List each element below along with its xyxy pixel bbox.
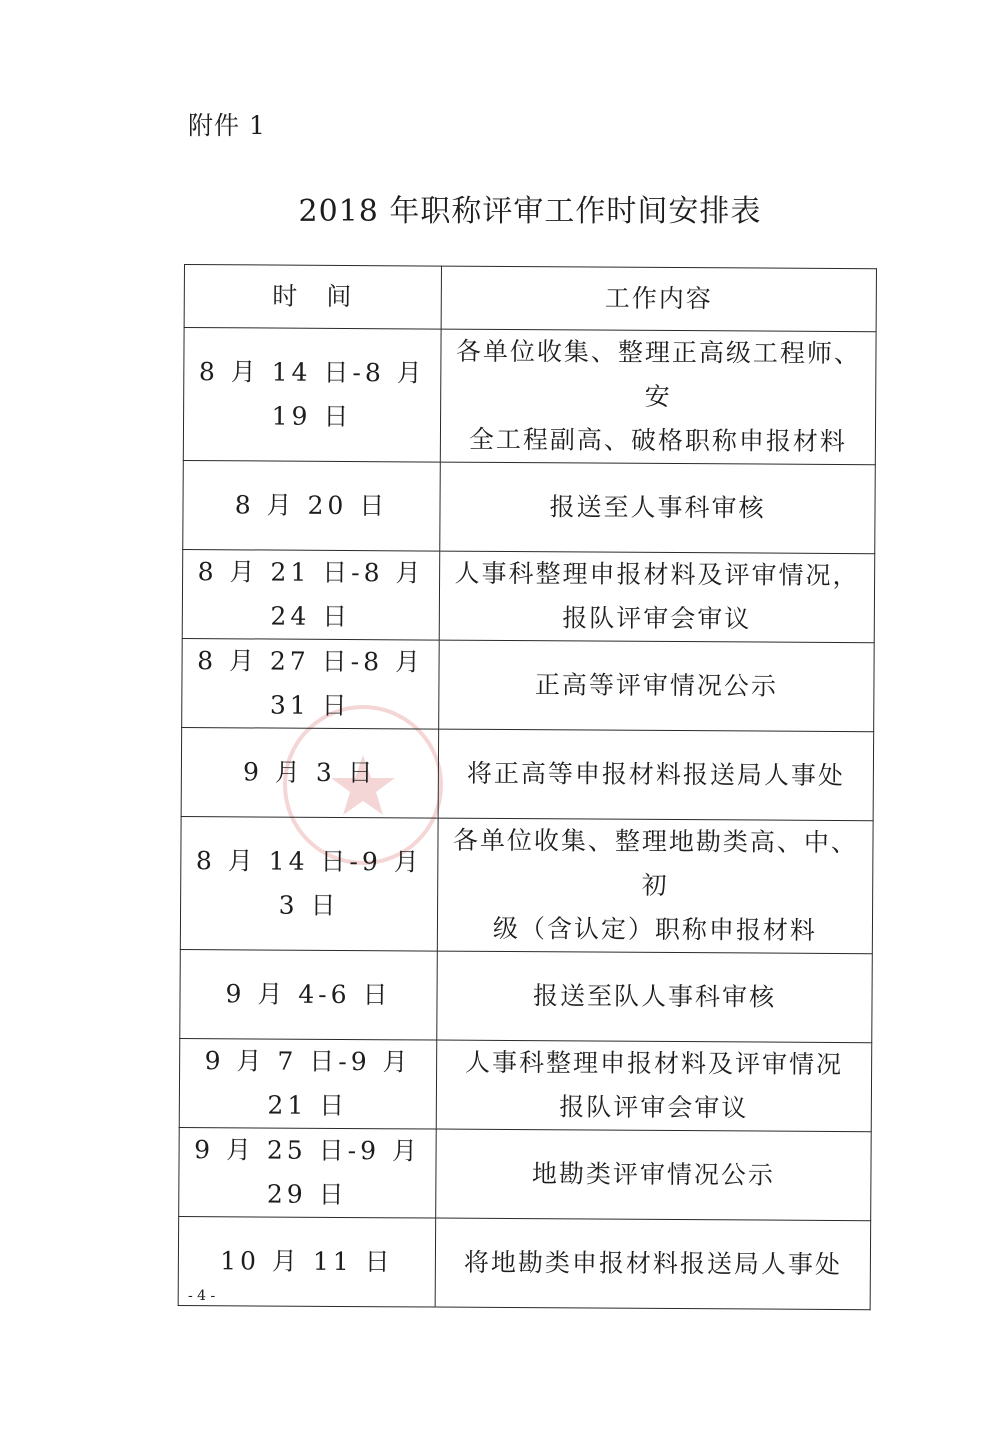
table-row	[180, 949, 873, 1042]
work-line: 报送至人事科审核	[549, 492, 766, 523]
header-time: 时 间	[184, 265, 441, 330]
work-cell	[437, 818, 873, 954]
work-cell	[437, 951, 873, 1043]
work-line: 全工程副高、破格职称申报材料	[468, 424, 848, 457]
time-cell: 8 月 20 日	[183, 460, 441, 551]
work-cell	[439, 640, 875, 732]
table-row	[183, 328, 876, 465]
table-row	[179, 1127, 872, 1220]
work-cell	[440, 462, 876, 554]
work-line: 报队评审会审议	[559, 1092, 749, 1123]
work-line: 人事科整理申报材料及评审情况	[465, 1047, 844, 1080]
work-cell	[438, 729, 874, 821]
table-row	[183, 460, 876, 553]
work-line: 报送至队人事科审核	[532, 981, 777, 1012]
work-line: 各单位收集、整理地勘类高、中、初	[452, 825, 859, 900]
work-cell	[440, 329, 876, 465]
work-line: 报队评审会审议	[562, 603, 752, 634]
table-row	[180, 816, 873, 953]
work-line: 人事科整理申报材料及评审情况，	[454, 558, 860, 591]
work-line: 级（含认定）职称申报材料	[492, 913, 818, 945]
work-line: 正高等评审情况公示	[534, 670, 779, 701]
work-cell	[439, 551, 875, 643]
table-row	[179, 1038, 872, 1131]
time-cell: 10 月 11 日	[178, 1216, 436, 1307]
time-cell: 9 月 7 日-9 月 21 日	[179, 1038, 437, 1129]
work-line: 各单位收集、整理正高级工程师、安	[455, 336, 862, 411]
work-cell	[436, 1129, 872, 1221]
header-work: 工作内容	[441, 266, 876, 332]
time-cell: 8 月 21 日-8 月 24 日	[182, 549, 440, 640]
attachment-label: 附件 1	[188, 111, 266, 140]
work-cell	[436, 1040, 872, 1132]
schedule-rows	[178, 328, 876, 1310]
time-cell: 8 月 14 日-9 月 3 日	[180, 816, 438, 951]
time-cell: 9 月 3 日	[181, 727, 439, 818]
page-title: 2018 年职称评审工作时间安排表	[298, 194, 762, 229]
work-line: 将地勘类申报材料报送局人事处	[463, 1247, 842, 1280]
work-cell	[435, 1218, 871, 1310]
schedule-table	[178, 264, 877, 1310]
time-cell: 8 月 27 日-8 月 31 日	[182, 638, 440, 729]
table-row	[182, 549, 875, 642]
work-line: 地勘类评审情况公示	[531, 1159, 776, 1190]
table-row	[182, 638, 875, 731]
table-row	[181, 727, 874, 820]
page-number: - 4 -	[188, 1288, 216, 1304]
table-row	[178, 1216, 871, 1309]
time-cell: 8 月 14 日-8 月 19 日	[183, 328, 441, 463]
work-line: 将正高等申报材料报送局人事处	[466, 758, 845, 791]
time-cell: 9 月 4-6 日	[180, 949, 438, 1040]
table-header-row	[184, 265, 876, 332]
time-cell: 9 月 25 日-9 月 29 日	[179, 1127, 437, 1218]
